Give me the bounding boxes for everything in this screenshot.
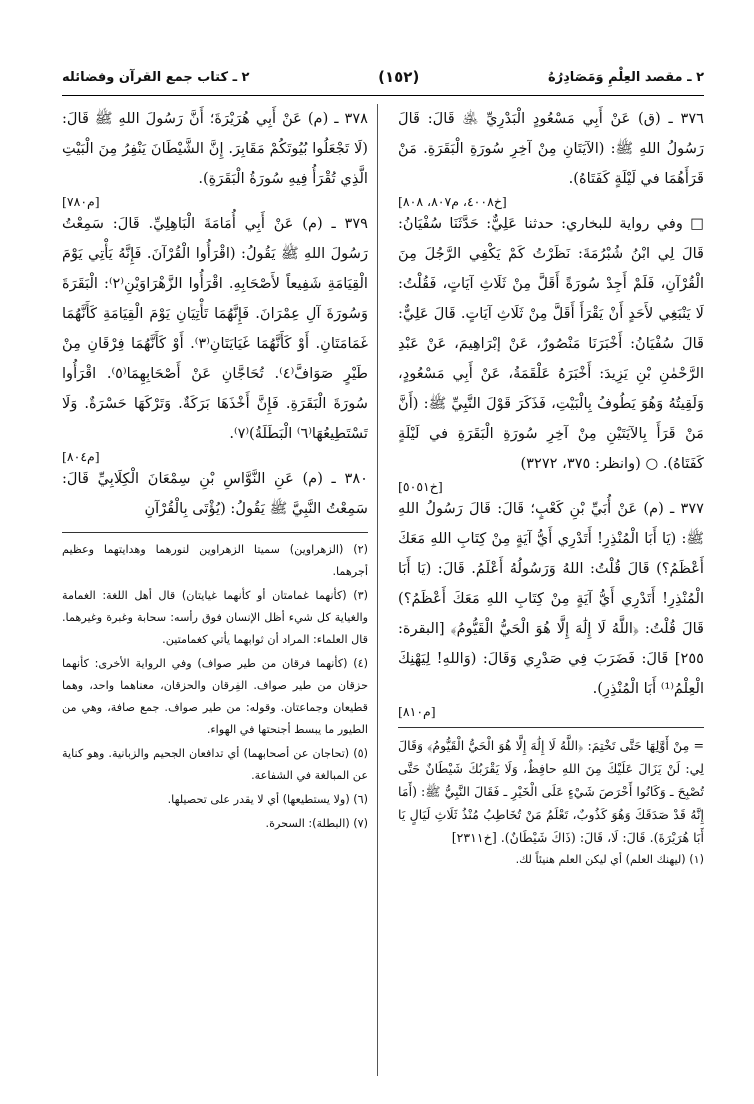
hadith-376: ٣٧٦ ـ (ق) عَنْ أَبِي مَسْعُودٍ الْبَدْرِيِّ ﵁ قَالَ: قَالَ رَسُولُ اللهِ ﷺ: (الآيَتَانِ مِنْ آخِرِ سُورَةِ الْبَقَرَةِ. مَنْ قَرَأَهُمَا في لَيْلَةٍ كَفَتَاهُ). bbox=[398, 110, 704, 187]
hadith-377: ٣٧٧ ـ (م) عَنْ أُبَيِّ بْنِ كَعْبٍ؛ قَالَ: قَالَ رَسُولُ اللهِ ﷺ: (يَا أَبَا الْمُنْذِرِ! أَتَدْرِي أَيُّ آيَةٍ مِنْ كِتَابِ اللهِ مَعَكَ أَعْظَمُ؟) قَالَ قُلْتُ: اللهُ وَرَسُولُهُ أَعْلَمُ. قَالَ: (يَا أَبَا الْمُنْذِرِ! أَتَدْرِي أَيُّ آيَةٍ مِنْ كِتَابِ اللهِ مَعَكَ أَعْظَمُ؟) قَالَ قُلْتُ: ﴿اللَّهُ لَا إِلَٰهَ إِلَّا هُوَ الْحَيُّ الْقَيُّومُ﴾ [البقرة: ٢٥٥] قَالَ: فَضَرَبَ فِي صَدْرِي وَقَالَ: (وَاللهِ! لِيَهْنِكَ الْعِلْمُ⁽¹⁾ أَبَا الْمُنْذِرِ). bbox=[398, 500, 704, 697]
column-separator bbox=[377, 104, 378, 1076]
footnote-1: (١) (ليهنك العلم) أي ليكن العلم هنيئاً لك. bbox=[515, 853, 704, 866]
hadith-380: ٣٨٠ ـ (م) عَنِ النَّوَّاسِ بْنِ سِمْعَانَ الْكِلَابِيِّ قَالَ: سَمِعْتُ النَّبِيَّ ﷺ يَقُولُ: (يُؤْتَى بِالْقُرْآنِ bbox=[62, 470, 368, 517]
footnote-4: (٤) (كأنهما فرقان من طير صواف) وفي الرواية الأخرى: كأنهما حزقان من طير صواف. الفِرقان والحزقان، معناهما واحد، وهما قطيعان وجماعتان. وقوله: من طير صواف. جمع صافة، وهي من الطيور ما يبسط أجنحتها في الهواء. bbox=[62, 657, 368, 736]
header-chapter: ٢ ـ مقصد العِلْمِ وَمَصَادِرُهُ bbox=[547, 69, 704, 85]
hadith-378: ٣٧٨ ـ (م) عَنْ أَبِي هُرَيْرَةَ؛ أَنَّ رَسُولَ اللهِ ﷺ قَالَ: (لَا تَجْعَلُوا بُيُوتَكُمْ مَقَابِرَ. إِنَّ الشَّيْطَانَ يَنْفِرُ مِنَ الْبَيْتِ الَّذِي تُقْرَأُ فِيهِ سُورَةُ الْبَقَرَةِ). bbox=[62, 110, 368, 187]
hadith-378-ref: [م٧٨٠] bbox=[62, 194, 100, 209]
bukhari-ref: [خ٥٠٥١] bbox=[398, 479, 443, 494]
hadith-377-ref: [م٨١٠] bbox=[398, 704, 436, 719]
hadith-376-ref: [خ٤٠٠٨، م٨٠٧، ٨٠٨] bbox=[398, 194, 507, 209]
footnote-6: (٦) (ولا يستطيعها) أي لا يقدر على تحصيلها. bbox=[167, 793, 368, 806]
hadith-379-ref: [م٨٠٤] bbox=[62, 449, 100, 464]
header-rule bbox=[62, 95, 704, 96]
page-header bbox=[62, 62, 704, 92]
footnote-continuation: = مِنْ أَوَّلِهَا حَتَّى تَخْتِمَ: ﴿اللَّهُ لَا إِلَٰهَ إِلَّا هُوَ الْحَيُّ الْقَيُّومُ﴾ وَقَالَ لِي: لَنْ يَزَالَ عَلَيْكَ مِنَ اللهِ حافِظٌ، وَلَا يَقْرَبُكَ شَيْطَانٌ حَتَّى تُصْبِحَ ـ وَكَانُوا أَحْرَصَ شَيْءٍ عَلَى الْخَيْرِ ـ فَقَالَ النَّبِيُّ ﷺ: (أَمَا إِنَّهُ قَدْ صَدَقَكَ وَهُوَ كَذُوبٌ، تَعْلَمُ مَنْ تُخَاطِبُ مُنْذُ ثَلَاثِ لَيَالٍ يَا أَبَا هُرَيْرَةَ). قَالَ: لَا، قَالَ: (ذَاكَ شَيْطَانٌ). [خ٢٣١١] bbox=[398, 738, 704, 845]
footnote-rule-left bbox=[62, 532, 368, 533]
footnote-3: (٣) (كأنهما غمامتان أو كأنهما غيايتان) قال أهل اللغة: الغمامة والغياية كل شيء أظل الإنسان فوق رأسه: سحابة وغبرة وغيرهما. قال العلماء: المراد أن ثوابهما يأتي كغمامتين. bbox=[62, 589, 368, 646]
footnote-rule bbox=[398, 727, 704, 728]
left-column bbox=[62, 104, 368, 1076]
right-column bbox=[398, 104, 704, 1076]
footnote-5: (٥) (تحاجان عن أصحابهما) أي تدافعان الجحيم والزبانية. وهو كناية عن المبالغة في الشفاعة. bbox=[62, 747, 368, 782]
page-number: (١٥٢) bbox=[378, 68, 420, 86]
footnote-2: (٢) (الزهراوين) سميتا الزهراوين لنورهما وهدايتهما وعظيم أجرهما. bbox=[62, 543, 368, 578]
bukhari-narration: □ وفي رواية للبخاري: حدثنا عَلِيٌّ: حَدَّثَنَا سُفْيَانُ: قَالَ لِي ابْنُ شُبْرُمَةَ: نَظَرْتُ كَمْ يَكْفِي الرَّجُلَ مِنَ الْقُرْآنِ، فَلَمْ أَجِدْ سُورَةً أَقَلَّ مِنْ ثَلَاثِ آيَاتٍ، فَقُلْتُ: لَا يَنْبَغِي لأَحَدٍ أَنْ يَقْرَأَ أَقَلَّ مِنْ ثَلَاثِ آيَاتٍ. قَالَ عَلِيٌّ: قَالَ سُفْيَانُ: أَخْبَرَنَا مَنْصُورٌ، عَنْ إبْرَاهِيمَ، عَنْ عَبْدِ الرَّحْمٰنِ بْنِ يَزِيدَ: أَخْبَرَهُ عَلْقَمَةُ، عَنْ أَبِي مَسْعُودٍ، وَلَقِيتُهُ وَهُوَ يَطُوفُ بِالْبَيْتِ، فَذَكَرَ قَوْلَ النَّبِيِّ ﷺ: (أَنَّ مَنْ قَرَأَ بِالآيَتَيْنِ مِنْ آخِرِ سُورَةِ الْبَقَرَةِ في لَيْلَةٍ كَفَتَاهُ). ○ (وانظر: ٣٧٥، ٣٢٧٢) bbox=[398, 215, 704, 472]
footnote-7: (٧) (البطلة): السحرة. bbox=[265, 817, 368, 830]
hadith-379: ٣٧٩ ـ (م) عَنْ أَبِي أُمَامَةَ الْبَاهِلِيِّ. قَالَ: سَمِعْتُ رَسُولَ اللهِ ﷺ يَقُولُ: (اقْرَأُوا الْقُرْآنَ. فَإِنَّهُ يَأْتِي يَوْمَ الْقِيَامَةِ شَفِيعاً لأَصْحَابِهِ. اقْرَأُوا الزَّهْرَاوَيْنِ⁽٢⁾: الْبَقَرَةَ وَسُورَةَ آلِ عِمْرَانَ. فَإِنَّهُمَا تَأْتِيَانِ يَوْمَ الْقِيَامَةِ كَأَنَّهُمَا غَمَامَتَانِ. أَوْ كَأَنَّهُمَا غَيَايَتَانِ⁽٣⁾. أَوْ كَأَنَّهُمَا فِرْقَانِ مِنْ طَيْرٍ صَوَافَّ⁽٤⁾. تُحَاجَّانِ عَنْ أَصْحَابِهِمَا⁽٥⁾. اقْرَأُوا سُورَةَ الْبَقَرَةِ. فَإِنَّ أَخْذَهَا بَرَكَةٌ. وَتَرْكَهَا حَسْرَةٌ. وَلَا تَسْتَطِيعُهَا⁽٦⁾ الْبَطَلَةُ)⁽٧⁾. bbox=[62, 215, 368, 442]
header-book: ٢ ـ كتاب جمع القرآن وفضائله bbox=[62, 69, 250, 85]
